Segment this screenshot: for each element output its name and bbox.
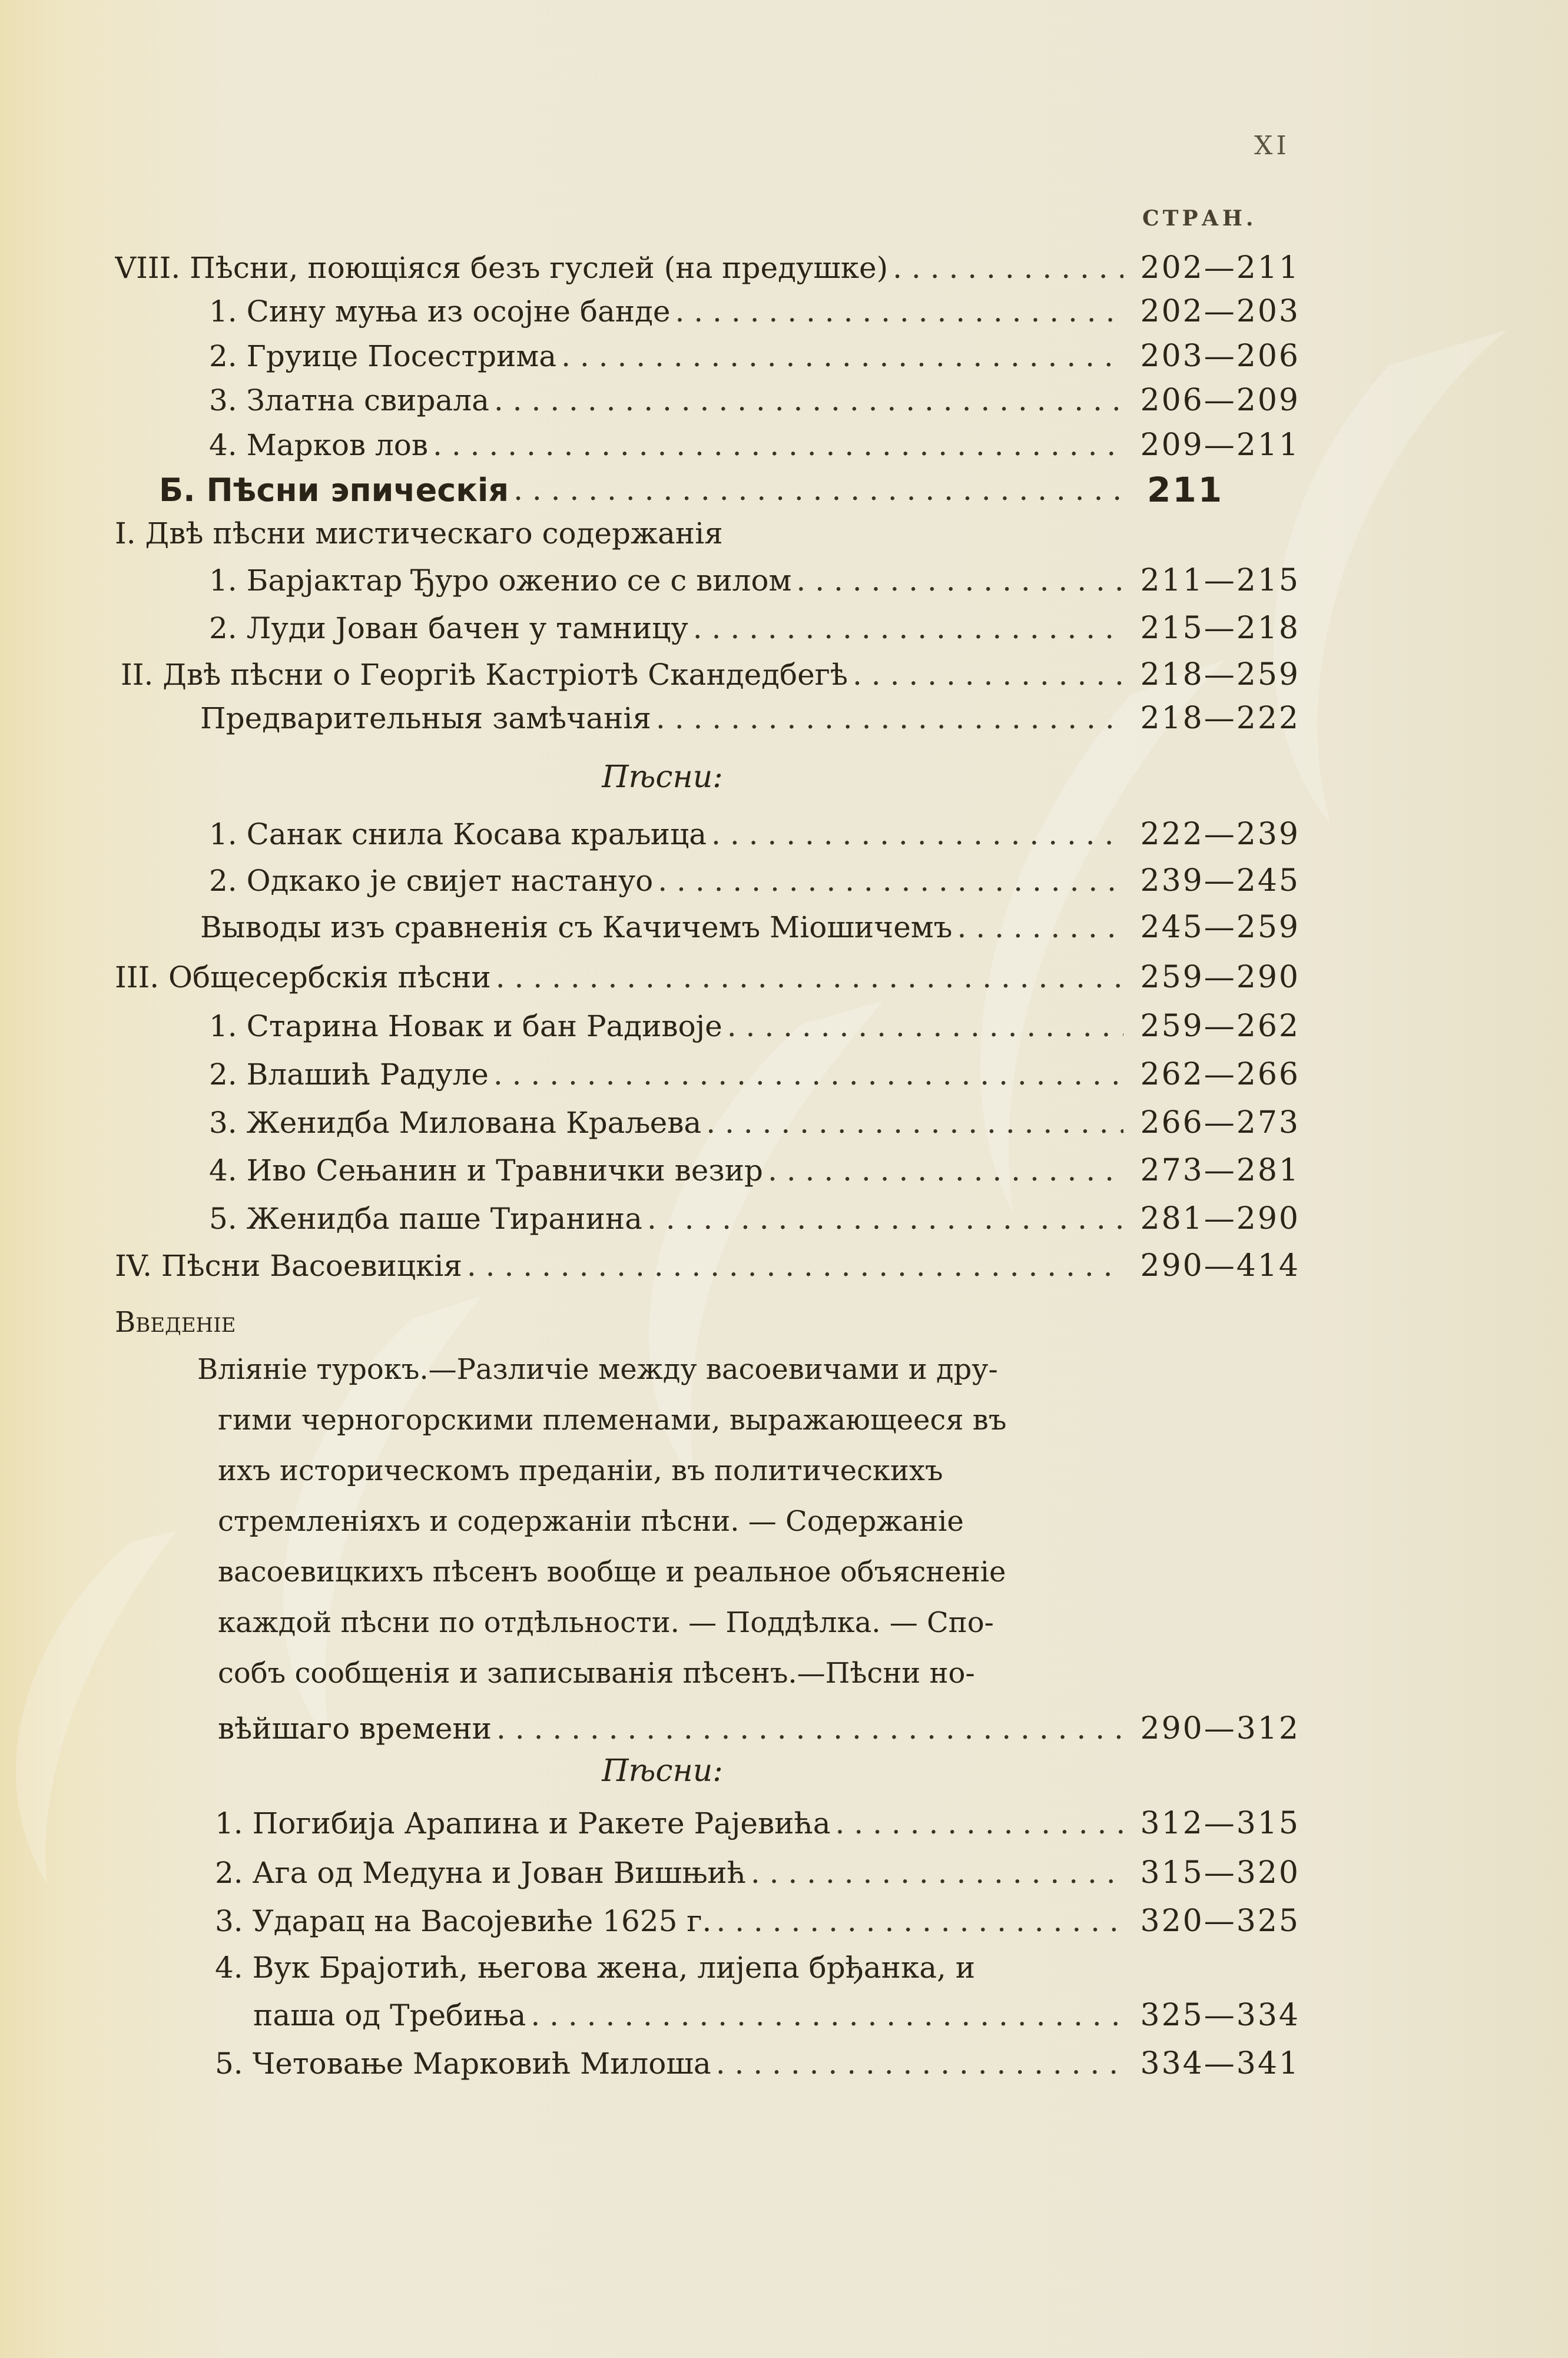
entry-pages: 202—211 <box>1140 250 1300 286</box>
leader-dots <box>727 1009 1123 1043</box>
toc-entry[interactable] <box>209 1195 1300 1242</box>
toc-entry[interactable] <box>209 422 1300 469</box>
page-number: XI <box>1254 131 1290 161</box>
entry-pages: 290—414 <box>1140 1248 1300 1284</box>
toc-part-b[interactable] <box>159 466 1300 513</box>
leader-dots <box>716 2047 1123 2081</box>
entry-pages: 218—259 <box>1140 657 1300 692</box>
entry-title: III. Общесербскія пѣсни <box>115 960 491 994</box>
entry-title: IV. Пѣсни Васоевицкія <box>115 1249 462 1283</box>
entry-pages: 273—281 <box>1140 1153 1300 1188</box>
entry-pages: 211—215 <box>1140 563 1300 598</box>
entry-title: 2. Груице Посестрима <box>209 339 557 373</box>
leader-dots <box>836 1806 1123 1840</box>
toc-entry[interactable] <box>209 605 1300 652</box>
entry-pages: 325—334 <box>1140 1998 1300 2033</box>
entry-pages: 215—218 <box>1140 611 1300 646</box>
toc-entry-viii[interactable] <box>115 244 1300 291</box>
entry-title: 1. Санак снила Косава краљица <box>209 817 707 851</box>
toc-entry[interactable] <box>209 1051 1300 1098</box>
entry-pages: 281—290 <box>1140 1201 1300 1236</box>
entry-pages: 290—312 <box>1140 1711 1300 1746</box>
entry-pages: 320—325 <box>1140 1903 1300 1939</box>
entry-title: 3. Ударац на Васојевиће 1625 г. <box>215 1904 712 1938</box>
entry-pages: 209—211 <box>1140 427 1300 463</box>
leader-dots <box>751 1856 1123 1890</box>
entry-title: 5. Четовање Марковић Милоша <box>215 2047 711 2081</box>
entry-pages: 202—203 <box>1140 294 1300 329</box>
entry-pages: 259—262 <box>1140 1009 1300 1044</box>
intro-line: гими черногорскими племенами, выражающееся въ <box>218 1404 1007 1437</box>
leader-dots <box>647 1202 1123 1236</box>
entry-title: 3. Женидба Милована Краљева <box>209 1106 702 1140</box>
entry-title: I. Двѣ пѣсни мистическаго содержанія <box>115 516 723 550</box>
intro-summary <box>197 1344 1080 1699</box>
leader-dots <box>693 611 1123 645</box>
leader-dots <box>513 473 1123 507</box>
intro-line: собъ сообщенія и записыванія пѣсенъ.—Пѣсни но- <box>218 1657 975 1690</box>
toc-entry[interactable] <box>209 1099 1300 1146</box>
toc-entry[interactable] <box>209 811 1300 858</box>
entry-title: 1. Старина Новак и бан Радивоје <box>209 1009 722 1043</box>
entry-title: вѣйшаго времени <box>218 1712 492 1746</box>
entry-pages: 218—222 <box>1140 701 1300 736</box>
intro-line: васоевицкихъ пѣсенъ вообще и реальное объясненіе <box>218 1556 1006 1588</box>
toc-entry[interactable] <box>209 557 1300 604</box>
leader-dots <box>656 701 1123 735</box>
entry-title: Б. Пѣсни эпическія <box>159 471 509 509</box>
entry-title: 4. Вук Брајотић, његова жена, лијепа брђанка, и <box>215 1951 976 1985</box>
entry-title: 4. Иво Сењанин и Травнички везир <box>209 1153 763 1188</box>
entry-title: 2. Луди Јован бачен у тамницу <box>209 611 688 645</box>
leader-dots <box>496 1712 1123 1746</box>
entry-pages: 222—239 <box>1140 817 1300 852</box>
intro-line: ихъ историческомъ преданіи, въ политическихъ <box>218 1454 943 1487</box>
intro-heading: Введеніе <box>115 1306 236 1339</box>
leader-dots <box>561 339 1123 373</box>
leader-dots <box>768 1153 1123 1188</box>
pages-column-header: СТРАН. <box>1142 206 1257 231</box>
toc-entry <box>215 1944 1300 1991</box>
toc-entry[interactable] <box>209 1003 1300 1050</box>
leader-dots <box>433 428 1123 462</box>
leader-dots <box>467 1249 1123 1283</box>
entry-pages: 266—273 <box>1140 1105 1300 1140</box>
entry-title: 1. Сину муња из осојне банде <box>209 294 671 329</box>
intro-line: каждой пѣсни по отдѣльности. — Поддѣлка. — Спо- <box>218 1606 994 1639</box>
entry-pages: 315—320 <box>1140 1855 1300 1891</box>
entry-title: 3. Златна свирала <box>209 383 489 417</box>
entry-pages: 239—245 <box>1140 863 1300 898</box>
leader-dots <box>706 1106 1123 1140</box>
toc-entry-i <box>115 510 1300 557</box>
entry-pages: 211 <box>1147 470 1224 510</box>
leader-dots <box>893 251 1123 285</box>
entry-title: 1. Барјактар Ђуро оженио се с вилом <box>209 563 792 598</box>
entry-title: 2. Ага од Медуна и Јован Вишњић <box>215 1856 746 1890</box>
entry-pages: 259—290 <box>1140 960 1300 995</box>
leader-dots <box>493 1057 1123 1092</box>
songs-heading: Пѣсни: <box>602 1753 723 1789</box>
entry-pages: 334—341 <box>1140 2046 1300 2081</box>
toc-entry[interactable] <box>200 904 1300 951</box>
toc-entry[interactable] <box>209 377 1300 424</box>
toc-entry[interactable] <box>215 2040 1300 2087</box>
toc-entry[interactable] <box>209 333 1300 380</box>
toc-entry[interactable] <box>209 1147 1300 1194</box>
toc-entry[interactable] <box>209 857 1300 904</box>
leader-dots <box>531 1998 1123 2032</box>
entry-title: 1. Погибија Арапина и Ракете Рајевића <box>215 1806 831 1840</box>
leader-dots <box>496 960 1123 994</box>
entry-title: 2. Влашић Радуле <box>209 1057 489 1092</box>
toc-entry-iii[interactable] <box>115 954 1300 1001</box>
toc-entry-iv[interactable] <box>115 1242 1300 1289</box>
toc-entry[interactable] <box>215 1849 1300 1896</box>
entry-pages: 262—266 <box>1140 1057 1300 1092</box>
entry-pages: 203—206 <box>1140 339 1300 374</box>
entry-pages: 245—259 <box>1140 910 1300 945</box>
entry-title-continuation: паша од Требиња <box>253 1998 526 2032</box>
leader-dots <box>675 294 1123 329</box>
toc-entry[interactable] <box>200 695 1300 742</box>
entry-title: 5. Женидба паше Тиранина <box>209 1202 642 1236</box>
intro-line: стремленіяхъ и содержаніи пѣсни. — Содержаніе <box>218 1505 964 1538</box>
entry-title: VIII. Пѣсни, поющіяся безъ гуслей (на предушке) <box>115 251 889 285</box>
entry-title: Предварительныя замѣчанія <box>200 701 651 735</box>
entry-pages: 206—209 <box>1140 383 1300 418</box>
toc-entry-ii[interactable] <box>121 651 1300 698</box>
toc-entry[interactable] <box>253 1992 1300 2039</box>
intro-line: Вліяніе турокъ.—Различіе между васоевичами и дру- <box>197 1353 998 1386</box>
leader-dots <box>796 563 1123 598</box>
toc-entry[interactable] <box>218 1705 1300 1752</box>
leader-dots <box>716 1904 1123 1938</box>
songs-heading: Пѣсни: <box>602 760 723 795</box>
leader-dots <box>658 864 1123 898</box>
entry-title: 2. Одкако је свијет настануо <box>209 864 654 898</box>
leader-dots <box>853 658 1123 692</box>
toc-entry[interactable] <box>209 288 1300 335</box>
entry-title: Выводы изъ сравненія съ Качичемъ Міошичемъ <box>200 910 953 944</box>
leader-dots <box>957 910 1124 944</box>
leader-dots <box>711 817 1123 851</box>
entry-title: II. Двѣ пѣсни о Георгіѣ Кастріотѣ Скандедбегѣ <box>121 658 848 692</box>
entry-pages: 312—315 <box>1140 1806 1300 1841</box>
entry-title: 4. Марков лов <box>209 428 429 462</box>
toc-entry[interactable] <box>215 1898 1300 1945</box>
leader-dots <box>494 383 1123 417</box>
toc-entry[interactable] <box>215 1800 1300 1847</box>
